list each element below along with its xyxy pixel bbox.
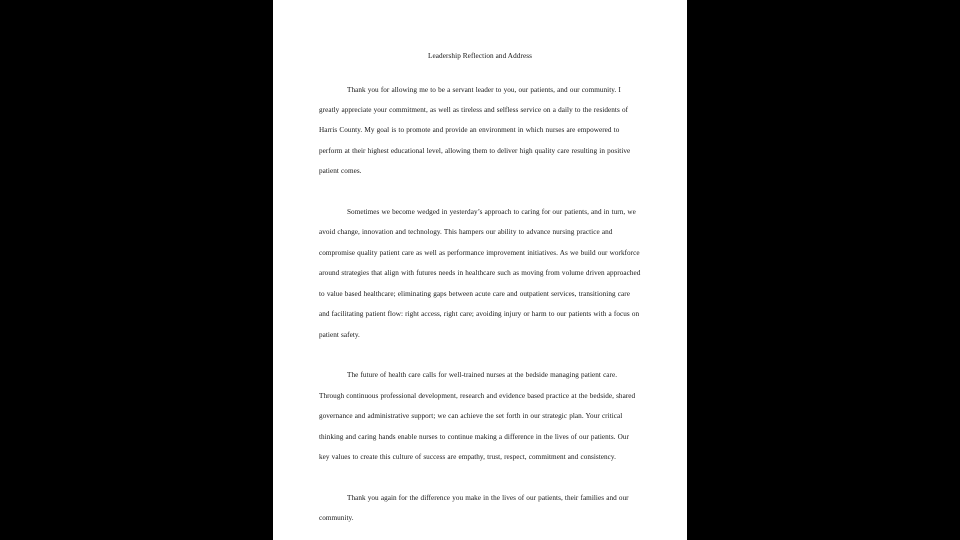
document-title: Leadership Reflection and Address [427, 52, 533, 60]
paragraph: Sometimes we become wedged in yesterday’s approach to caring for our patients, and in turn, we avoid change, innovation and technology. This hampers our ability to advance nursing practice and compromise quality patient care as well as performance improvement initiatives. As we build our workforce around strategies that align with futures needs in healthcare such as moving from volume driven approached to value based healthcare; eliminating gaps between acute care and outpatient services, transitioning care and facilitating patient flow: right access, right care; avoiding injury or harm to our patients with a focus on patient safety. [319, 208, 641, 339]
document-body [319, 80, 641, 529]
paragraph-spacer [319, 182, 641, 202]
paragraph: Thank you for allowing me to be a servant leader to you, our patients, and our community. I greatly appreciate your commitment, as well as tireless and selfless service on a daily to the residents of Harris County. My goal is to promote and provide an environment in which nurses are empowered to perform at their highest educational level, allowing them to deliver high quality care resulting in positive patient comes. [319, 85, 631, 176]
paragraph: The future of health care calls for well-trained nurses at the bedside managing patient care. Through continuous professional development, research and evidence based practice at the bedside, shared governance and administrative support; we can achieve the set forth in our strategic plan. Your critical thinking and caring hands enable nurses to continue making a difference in the lives of our patients. Our key values to create this culture of success are empathy, trust, respect, commitment and consistency. [319, 371, 636, 461]
paragraph-spacer [319, 467, 641, 487]
document-page [273, 0, 687, 540]
paragraph-spacer [319, 345, 641, 365]
paragraph: Thank you again for the difference you make in the lives of our patients, their families and our community. [319, 493, 629, 523]
